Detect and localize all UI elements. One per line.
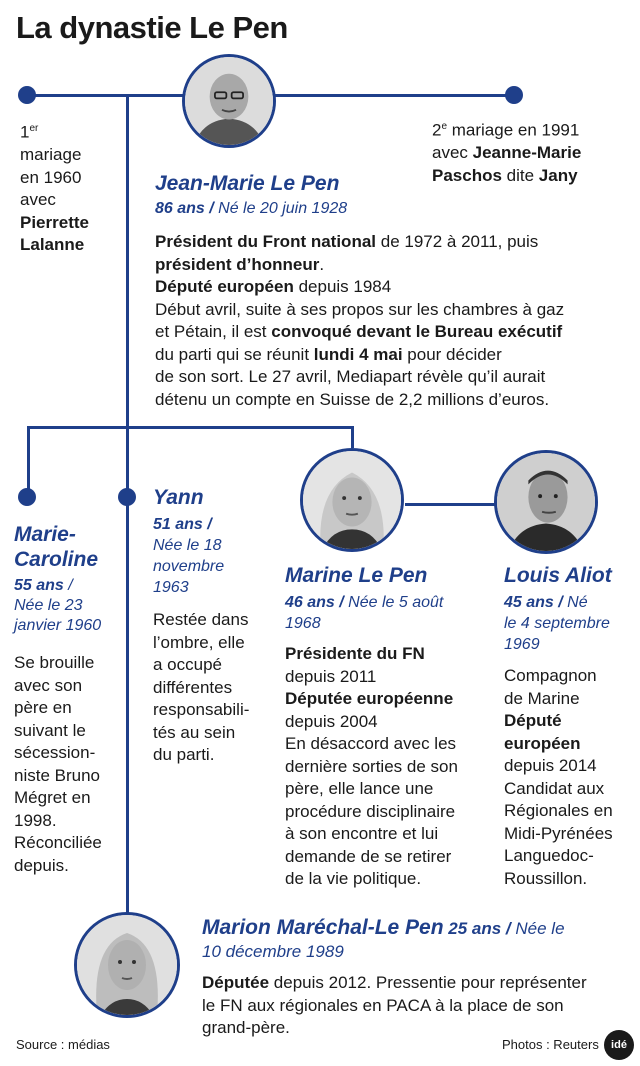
marine-age: 46 ans / — [285, 594, 344, 611]
marie-caroline-age: 55 ans — [14, 577, 64, 594]
first-marriage-dot — [18, 86, 36, 104]
marion-bold: Députée — [202, 973, 270, 992]
source-credit: Source : médias — [16, 1037, 110, 1052]
second-spouse-line1: Jeanne-Marie — [472, 143, 582, 163]
marie-caroline-name-line1: Marie- — [14, 523, 76, 546]
mc-bio-line: niste Bruno — [14, 765, 100, 785]
louis-bold1: Député — [504, 711, 562, 730]
louis-age: 45 ans / — [504, 594, 563, 611]
first-marriage-line3: avec — [20, 190, 56, 210]
yann-born-line: novembre — [153, 558, 225, 575]
first-spouse-line2: Lalanne — [20, 235, 85, 255]
yann-age: 51 ans / — [153, 516, 212, 533]
mc-bio-line: Se brouille — [14, 653, 95, 672]
marine-line4: depuis 2004 — [285, 711, 378, 731]
marie-caroline-born1: Née le 23 — [14, 597, 83, 614]
marie-caroline-dates — [14, 576, 101, 636]
second-marriage-ordinal: 2 — [432, 120, 442, 140]
marine-drop-line — [351, 426, 354, 448]
jm-bio-1-text: . — [319, 254, 325, 274]
second-marriage-line1: mariage en 1991 — [447, 120, 580, 140]
louis-bio-line: Midi-Pyrénées — [504, 823, 613, 843]
jm-bio-5-bold: lundi 4 mai — [313, 344, 403, 364]
marion-photo — [74, 912, 180, 1018]
trunk-line — [126, 94, 129, 944]
jm-bio-5-text2: pour décider — [402, 344, 502, 364]
yann-born-line: Née le 18 — [153, 537, 222, 554]
louis-bio-line: Languedoc- — [504, 846, 594, 865]
marie-caroline-drop-line — [27, 426, 30, 496]
mc-bio-line: Réconciliée — [14, 833, 102, 852]
mc-bio-line: suivant le — [14, 720, 86, 740]
yann-bio-line: a occupé — [153, 655, 222, 674]
yann-bio-line: responsabili- — [153, 700, 250, 719]
first-marriage-block — [20, 118, 120, 257]
louis-line1: Compagnon — [504, 666, 597, 685]
jm-bio-2-text: depuis 1984 — [293, 277, 392, 296]
second-marriage-avec: avec — [432, 143, 473, 163]
marion-age: 25 ans / — [443, 919, 511, 938]
yann-bio-line: différentes — [153, 677, 233, 697]
marine-dates — [285, 592, 443, 634]
marine-bio-line: dernière sorties de son — [285, 756, 458, 776]
marine-bio-line: demande de se retirer — [285, 846, 452, 866]
portrait-icon — [185, 57, 273, 145]
jean-marie-dates — [155, 200, 347, 218]
marion-name: Marion Maréchal-Le Pen — [202, 916, 444, 939]
jean-marie-born: Né le 20 juin 1928 — [213, 200, 348, 217]
marine-bold2: Députée européenne — [285, 689, 454, 708]
louis-bold2: européen — [504, 733, 581, 753]
mc-bio-line: sécession- — [14, 743, 96, 762]
second-marriage-sup: e — [441, 121, 448, 132]
yann-dot — [118, 488, 136, 506]
marine-bold1: Présidente du FN — [285, 644, 425, 663]
louis-bio — [504, 665, 638, 890]
louis-born3: 1969 — [504, 636, 540, 653]
portrait-icon — [497, 453, 595, 551]
first-marriage-line1: mariage — [20, 145, 82, 165]
first-marriage-line2: en 1960 — [20, 167, 82, 187]
jm-bio-0-text: de 1972 à 2011, puis — [376, 232, 539, 251]
ide-logo: idé — [604, 1030, 634, 1060]
yann-bio-line: du parti. — [153, 745, 215, 764]
jm-bio-7-text: détenu un compte en Suisse de 2,2 millions d’euros. — [155, 389, 550, 409]
page-title: La dynastie Le Pen — [16, 10, 288, 45]
mc-bio-line: 1998. — [14, 810, 57, 830]
marie-caroline-born2: janvier 1960 — [14, 617, 102, 634]
jean-marie-bio — [155, 231, 635, 411]
second-marriage-dot — [505, 86, 523, 104]
yann-bio-line: Restée dans — [153, 610, 249, 629]
jean-marie-age: 86 ans / — [155, 200, 214, 217]
jm-bio-3-text: Début avril, suite à ses propos sur les chambres à gaz — [155, 299, 565, 319]
second-marriage-block — [432, 116, 632, 187]
mc-bio-line: avec son — [14, 675, 83, 695]
jean-marie-name: Jean-Marie Le Pen — [155, 172, 340, 195]
louis-photo — [494, 450, 598, 554]
photo-credit: Photos : Reuters — [502, 1037, 599, 1052]
marine-born2: 1968 — [285, 615, 321, 632]
yann-bio-line: l’ombre, elle — [153, 632, 245, 652]
yann-bio-line: tés au sein — [153, 722, 236, 742]
yann-bio — [153, 609, 278, 767]
louis-born1: Né — [562, 594, 588, 611]
marine-bio-line: procédure disciplinaire — [285, 801, 456, 821]
jm-bio-4-bold: convoqué devant le Bureau exécutif — [271, 322, 563, 341]
yann-born-line: 1963 — [153, 579, 189, 596]
jm-bio-0-bold: Président du Front national — [155, 232, 377, 251]
marine-bio-line: à son encontre et lui — [285, 824, 439, 843]
louis-bio-line: depuis 2014 — [504, 756, 597, 775]
louis-name: Louis Aliot — [504, 564, 612, 587]
jean-marie-photo — [182, 54, 276, 148]
marie-caroline-name — [14, 522, 98, 572]
portrait-icon — [303, 451, 401, 549]
louis-dates — [504, 592, 610, 655]
first-marriage-ordinal: 1 — [20, 122, 30, 142]
marion-line1: depuis 2012. Pressentie pour représenter — [269, 973, 587, 992]
marine-line2: depuis 2011 — [285, 666, 377, 686]
first-spouse-line1: Pierrette — [20, 212, 89, 232]
louis-line2: de Marine — [504, 688, 580, 708]
marine-name: Marine Le Pen — [285, 564, 428, 587]
marion-born1: Née le — [510, 919, 565, 938]
louis-bio-line: Roussillon. — [504, 868, 588, 888]
second-spouse-dite: dite — [501, 165, 539, 185]
jm-bio-6-text: de son sort. Le 27 avril, Mediapart révèle qu’il aurait — [155, 367, 546, 386]
marie-caroline-bio — [14, 652, 124, 877]
jm-bio-4-text: et Pétain, il est — [155, 322, 272, 341]
mc-bio-line: père en — [14, 698, 72, 717]
second-spouse-line2: Paschos — [432, 165, 502, 185]
jm-bio-2-bold: Député européen — [155, 277, 294, 296]
second-spouse-nickname: Jany — [538, 165, 578, 185]
marion-born2: 10 décembre 1989 — [202, 942, 344, 961]
marie-caroline-name-line2: Caroline — [14, 548, 99, 571]
children-connector-line — [27, 426, 354, 429]
portrait-icon — [77, 915, 177, 1015]
yann-name: Yann — [153, 486, 204, 509]
marine-born1: Née le 5 août — [343, 594, 444, 611]
mc-bio-line: depuis. — [14, 855, 69, 875]
marine-bio-line: père, elle lance une — [285, 779, 434, 798]
mc-bio-line: Mégret en — [14, 788, 91, 807]
marine-bio-line: En désaccord avec les — [285, 734, 457, 753]
jm-bio-1-bold: président d’honneur — [155, 254, 320, 274]
louis-born2: le 4 septembre — [504, 615, 610, 632]
marion-header — [202, 916, 632, 942]
marion-bio — [202, 972, 632, 1040]
first-marriage-sup: er — [29, 123, 39, 134]
marine-photo — [300, 448, 404, 552]
marion-line2: le FN aux régionales en PACA à la place de son — [202, 995, 564, 1015]
marine-bio-line: de la vie politique. — [285, 869, 422, 888]
marion-line3: grand-père. — [202, 1018, 290, 1037]
jm-bio-5-text: du parti qui se réunit — [155, 344, 314, 364]
yann-dates — [153, 514, 224, 598]
louis-bio-line: Régionales en — [504, 801, 613, 820]
marine-bio — [285, 643, 485, 891]
marie-caroline-dot — [18, 488, 36, 506]
louis-bio-line: Candidat aux — [504, 778, 605, 798]
couple-connector-line — [405, 503, 495, 506]
marie-caroline-sep: / — [63, 577, 73, 594]
